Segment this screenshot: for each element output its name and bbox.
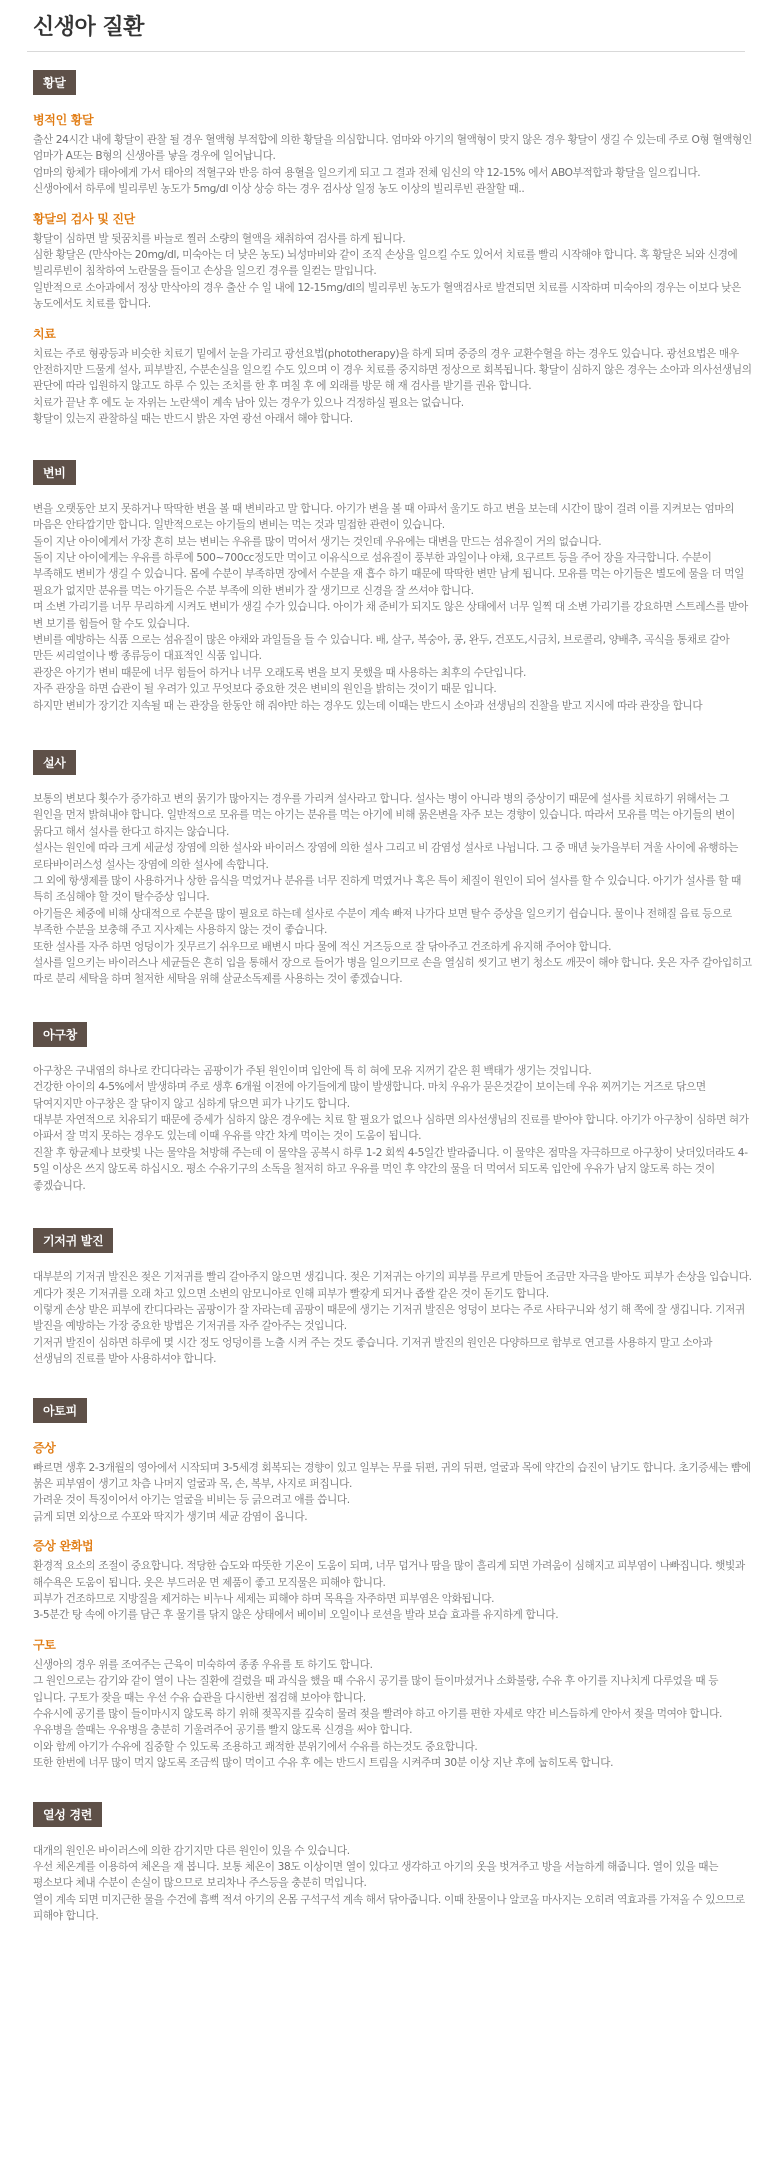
paragraph: 돌이 지난 아이에게서 가장 흔히 보는 변비는 우유를 많이 먹어서 생기는 것인데 우유에는 대변을 만드는 섬유질이 거의 없습니다. — [33, 535, 602, 548]
page-title: 신생아 질환 — [33, 15, 144, 40]
paragraph: 게다가 젖은 기저귀를 오래 차고 있으면 소변의 암모니아로 인해 피부가 빨갛게 되거나 좁쌀 같은 것이 돋기도 합니다. — [33, 1287, 549, 1300]
section-diaper-rash — [33, 1228, 752, 1367]
jaundice-diagnosis-block — [33, 210, 752, 313]
section-header-thrush: 아구창 — [33, 1022, 87, 1047]
title-divider — [27, 51, 745, 52]
jaundice-pathologic-block — [33, 111, 752, 198]
paragraph: 변비를 예방하는 식품 으로는 섬유질이 많은 야채와 과일들을 들 수 있습니다. 배, 살구, 복숭아, 콩, 완두, 건포도,시금치, 브로콜리, 양배추, 곡식을 통채로 갈아 만든 씨리얼이나 빵 종류등이 대표적인 식품 입니다. — [33, 633, 730, 663]
paragraph: 기저귀 발진이 심하면 하루에 몇 시간 정도 엉덩이를 노출 시켜 주는 것도 좋습니다. 기저귀 발진의 원인은 다양하므로 함부로 연고를 사용하지 말고 소아과 선생님의 진료를 받아 사용하셔야 합니다. — [33, 1336, 713, 1366]
section-jaundice — [33, 70, 752, 428]
paragraph: 설사는 원인에 따라 크게 세균성 장염에 의한 설사와 바이러스 장염에 의한 설사 그리고 비 감염성 설사로 나뉩니다. 그 중 매년 늦가을부터 겨울 사이에 유행하는 로타바이러스성 설사는 장염에 의한 설사에 속합니다. — [33, 842, 738, 871]
paragraph: 아구창은 구내염의 하나로 칸디다라는 곰팡이가 주된 원인이며 입안에 특 히 혀에 모유 지꺼기 같은 흰 백태가 생기는 것입니다. — [33, 1064, 592, 1077]
atopy-vomiting-block — [33, 1636, 752, 1772]
subtitle-symptoms: 증상 — [33, 1440, 56, 1455]
section-header-diaper-rash: 기저귀 발진 — [33, 1228, 113, 1253]
jaundice-treatment-block — [33, 325, 752, 428]
paragraph: 가려운 것이 특징이어서 아기는 얼굴을 비비는 등 긁으려고 애를 씁니다. — [33, 1494, 350, 1507]
atopy-symptoms-block — [33, 1439, 752, 1526]
paragraph: 하지만 변비가 장기간 지속될 때 는 관장을 한동안 해 줘야만 하는 경우도 있는데 이때는 반드시 소아과 선생님의 진찰을 받고 지시에 따라 관장을 합니다 — [33, 699, 703, 712]
paragraph: 진찰 후 항균제나 보랏빛 나는 물약을 처방해 주는데 이 물약을 공복시 하루 1-2 회씩 4-5일간 발라줍니다. 이 물약은 점막을 자극하므로 아구창이 낫더있더라도 4-5일 이상은 쓰지 않도록 하십시오. 평소 수유기구의 소독을 철저히 하고 우유를 먹인 후 약간의 물을 더 먹여서 되도록 입안에 우유가 남지 않도록 하는 것이 좋겠습니다. — [33, 1146, 748, 1192]
paragraph: 치료가 끝난 후 에도 눈 자위는 노란색이 계속 남아 있는 경우가 있으나 걱정하실 필요는 없습니다. — [33, 396, 464, 409]
section-constipation — [33, 460, 752, 714]
paragraph: 돌이 지난 아이에게는 우유를 하루에 500~700cc정도만 먹이고 이유식으로 섬유질이 풍부한 과일이나 야채, 요구르트 등을 주어 장을 자극합니다. 수분이 부족해도 변비가 생길 수 있습니다. 몸에 수분이 부족하면 장에서 수분을 재 흡수 하기 때문에 딱딱한 변만 남게 됩니다. 모유를 먹는 아기들은 별도에 물을 더 먹일 필요가 없지만 분유를 먹는 아기들은 수분 부족에 의한 변비가 잘 생기므로 신경을 잘 쓰셔야 합니다. — [33, 551, 744, 597]
section-diarrhea — [33, 750, 752, 988]
paragraph: 대부분의 기저귀 발진은 젖은 기저귀를 빨리 갈아주지 않으면 생깁니다. 젖은 기저귀는 아기의 피부를 무르게 만들어 조금만 자극을 받아도 피부가 손상을 입습니다. — [33, 1271, 752, 1284]
subtitle-vomiting: 구토 — [33, 1637, 56, 1652]
paragraph: 며 소변 가리기를 너무 무리하게 시켜도 변비가 생길 수가 있습니다. 아이가 채 준비가 되지도 않은 상태에서 너무 일찍 대 소변 가리기를 강요하면 스트레스를 받아 변 보기를 힘들어 할 수도 있습니다. — [33, 601, 748, 630]
section-header-atopy: 아토피 — [33, 1398, 87, 1423]
paragraph: 대개의 원인은 바이러스에 의한 감기지만 다른 원인이 있을 수 있습니다. — [33, 1844, 350, 1857]
paragraph: 심한 황달은 (만삭아는 20mg/dl, 미숙아는 더 낮은 농도) 뇌성마비와 같이 조직 손상을 일으킬 수도 있어서 치료를 빨리 시작해야 합니다. 혹 황달은 뇌와 신경에 빌리루빈이 침착하여 노란물을 들이고 손상을 일으킨 경우를 일컫는 말입니다. — [33, 249, 738, 278]
paragraph: 대부분 자연적으로 치유되기 때문에 증세가 심하지 않은 경우에는 치료 할 필요가 없으나 심하면 의사선생님의 진료를 받아야 합니다. 아기가 아구창이 심하면 혀가 아파서 잘 먹지 못하는 경우도 있는데 이때 우유를 약간 차게 먹이는 것이 도움이 됩니다. — [33, 1114, 749, 1143]
subtitle-jaundice-treatment: 치료 — [33, 326, 56, 341]
paragraph: 우선 체온계를 이용하여 체온을 재 봅니다. 보통 체온이 38도 이상이면 열이 있다고 생각하고 아기의 옷을 벗겨주고 방을 서늘하게 해줍니다. 열이 있을 때는 평소보다 체내 수분이 손실이 많으므로 보리차나 주스등을 충분히 먹입니다. — [33, 1861, 719, 1890]
paragraph: 일반적으로 소아과에서 정상 만삭아의 경우 출산 수 일 내에 12-15mg/dl의 빌리루빈 농도가 혈액검사로 발견되면 치료를 시작하며 미숙아의 경우는 이보다 낮은 농도에서도 치료를 합니다. — [33, 281, 741, 311]
paragraph: 건강한 아이의 4-5%에서 발생하며 주로 생후 6개월 이전에 아기들에게 많이 발생합니다. 마치 우유가 묻은것같이 보이는데 우유 찌꺼기는 거즈로 닦으면 닦여지지만 아구창은 잘 닦이지 않고 심하게 닦으면 피가 나기도 합니다. — [33, 1081, 706, 1110]
paragraph: 빠르면 생후 2-3개월의 영아에서 시작되며 3-5세경 회복되는 경향이 있고 일부는 무릎 뒤편, 귀의 뒤편, 얼굴과 목에 약간의 습진이 남기도 합니다. 초기증세는 뺨에 붉은 피부염이 생기고 차츰 나머지 얼굴과 목, 손, 복부, 사지로 퍼집니다. — [33, 1461, 751, 1490]
paragraph: 관장은 아기가 변비 때문에 너무 힘들어 하거나 너무 오래도록 변을 보지 못했을 때 사용하는 최후의 수단입니다. — [33, 666, 527, 679]
section-header-constipation: 변비 — [33, 460, 76, 485]
section-header-diarrhea: 설사 — [33, 750, 76, 775]
paragraph: 황달이 심하면 발 뒷꿈치를 바늘로 찔러 소량의 혈액을 채취하여 검사를 하게 됩니다. — [33, 232, 406, 245]
paragraph: 피부가 건조하므로 지방질을 제거하는 비누나 세제는 피해야 하며 목욕을 자주하면 피부염은 악화됩니다. — [33, 1592, 495, 1605]
paragraph: 보통의 변보다 횟수가 증가하고 변의 묽기가 많아지는 경우를 가리켜 설사라고 합니다. 설사는 병이 아니라 병의 증상이기 때문에 설사를 치료하기 위해서는 그 원인을 먼저 밝혀내야 합니다. 일반적으로 모유를 먹는 아기는 분유를 먹는 아기에 비해 묽은변을 자주 보는 경향이 있습니다. 따라서 모유를 먹는 아기들의 변이 묽다고 해서 설사를 한다고 하지는 않습니다. — [33, 792, 735, 838]
paragraph: 환경적 요소의 조절이 중요합니다. 적당한 습도와 따뜻한 기온이 도움이 되며, 너무 덥거나 땀을 많이 흘리게 되면 가려움이 심해지고 피부염이 나빠집니다. 햇빛과 해수욕은 도움이 됩니다. 옷은 부드러운 면 제품이 좋고 모직물은 피해야 합니다. — [33, 1560, 745, 1589]
paragraph: 그 외에 항생제를 많이 사용하거나 상한 음식을 먹었거나 분유를 너무 진하게 먹였거나 혹은 특이 체질이 원인이 되어 설사를 할 수 있습니다. 아기가 설사를 할 때 특히 조심해야 할 것이 탈수증상 입니다. — [33, 875, 741, 904]
paragraph: 3-5분간 탕 속에 아기를 담근 후 물기를 닦지 않은 상태에서 베이비 오일이나 로션을 발라 보습 효과를 유지하게 합니다. — [33, 1609, 559, 1622]
atopy-relief-block — [33, 1537, 752, 1624]
paragraph: 열이 계속 되면 미지근한 물을 수건에 흠뻑 적셔 아기의 온몸 구석구석 계속 해서 닦아줍니다. 이때 찬물이나 알코올 마사지는 오히려 역효과를 가져올 수 있으므로 피해야 합니다. — [33, 1893, 745, 1923]
paragraph: 출산 24시간 내에 황달이 관찰 될 경우 혈액형 부적합에 의한 황달을 의심합니다. 엄마와 아기의 혈액형이 맞지 않은 경우 황달이 생길 수 있는데 주로 O형 혈액형인 엄마가 A또는 B형의 신생아를 낳을 경우에 일어납니다. — [33, 134, 752, 163]
paragraph: 이와 함께 아기가 수유에 집중할 수 있도록 조용하고 쾌적한 분위기에서 수유를 하는것도 중요합니다. — [33, 1740, 478, 1753]
subtitle-pathologic-jaundice: 병적인 황달 — [33, 113, 94, 127]
section-febrile-seizure — [33, 1802, 752, 1925]
paragraph: 그 원인으로는 감기와 같이 열이 나는 질환에 걸렸을 때 과식을 했을 때 수유시 공기를 많이 들이마셨거나 소화불량, 수유 후 아기를 지나치게 다루었을 때 등 입니다. 구토가 잦을 때는 우선 수유 습관을 다시한번 점검해 보아야 합니다. — [33, 1675, 719, 1704]
section-header-febrile-seizure: 열성 경련 — [33, 1802, 102, 1827]
paragraph: 황달이 있는지 관찰하실 때는 반드시 밝은 자연 광선 아래서 해야 합니다. — [33, 413, 353, 426]
paragraph: 또한 설사를 자주 하면 엉덩이가 짓무르기 쉬우므로 배변시 마다 물에 적신 거즈등으로 잘 닦아주고 건조하게 유지해 주어야 합니다. — [33, 940, 612, 953]
section-thrush — [33, 1022, 752, 1194]
paragraph: 치료는 주로 형광등과 비슷한 치료기 밑에서 눈을 가리고 광선요법(phototherapy)을 하게 되며 중증의 경우 교환수혈을 하는 경우도 있습니다. 광선요법은 매우 안전하지만 드물게 설사, 피부발진, 수분손실을 일으킬 수도 있으며 이 경우 치료를 중지하면 정상으로 회복됩니다. 황달이 심하지 않은 경우는 소아과 의사선생님의 판단에 따라 입원하지 않고도 하루 수 있는 조치를 한 후 며칠 후 에 외래를 방문 해 재 검사를 받기를 권유 합니다. — [33, 347, 752, 393]
section-atopy — [33, 1398, 752, 1772]
paragraph: 수유시에 공기를 많이 들이마시지 않도록 하기 위해 젖꼭지를 깊숙히 물려 젖을 빨려야 하고 아기를 편한 자세로 약간 비스듬하게 안아서 젖을 먹여야 합니다. 우유병을 쓸때는 우유병을 충분히 기울려주어 공기를 빨지 않도록 신경을 써야 합니다. — [33, 1708, 723, 1737]
subtitle-jaundice-diagnosis: 황달의 검사 및 진단 — [33, 211, 135, 226]
paragraph: 또한 한번에 너무 많이 먹지 않도록 조금씩 많이 먹이고 수유 후 에는 반드시 트림을 시켜주며 30분 이상 지난 후에 눕히도록 합니다. — [33, 1757, 614, 1770]
paragraph: 변을 오랫동안 보지 못하거나 딱딱한 변을 볼 때 변비라고 말 합니다. 아기가 변을 볼 때 아파서 울기도 하고 변을 보는데 시간이 많이 걸려 이를 지켜보는 엄마의 마음은 안타깝기만 합니다. 일반적으로는 아기들의 변비는 먹는 것과 밀접한 관련이 있습니다. — [33, 502, 735, 532]
paragraph: 설사를 일으키는 바이러스나 세균들은 흔히 입을 통해서 장으로 들어가 병을 일으키므로 손을 열심히 씻기고 변기 청소도 깨끗이 해야 합니다. 옷은 자주 갈아입히고 따로 분리 세탁을 하며 철저한 세탁을 위해 살균소독제를 사용하는 것이 좋겠습니다. — [33, 957, 752, 986]
paragraph: 아기들은 체중에 비해 상대적으로 수분을 많이 필요로 하는데 설사로 수분이 계속 빠져 나가다 보면 탈수 증상을 일으키기 쉽습니다. 물이나 전해질 음료 등으로 부족한 수분을 보충해 주고 지사제는 사용하지 않는 것이 좋습니다. — [33, 907, 732, 937]
section-header-jaundice: 황달 — [33, 70, 76, 95]
paragraph: 신생아의 경우 위를 조여주는 근육이 미숙하여 종종 우유를 토 하기도 합니다. — [33, 1658, 373, 1671]
paragraph: 긁게 되면 외상으로 수포와 딱지가 생기며 세균 감염이 옵니다. — [33, 1510, 308, 1523]
paragraph: 이렇게 손상 받은 피부에 칸디다라는 곰팡이가 잘 자라는데 곰팡이 때문에 생기는 기저귀 발진은 엉덩이 보다는 주로 사타구니와 성기 해 쪽에 잘 생깁니다. 기저귀 발진을 예방하는 가장 중요한 방법은 기저귀를 자주 갈아주는 것입니다. — [33, 1303, 745, 1333]
paragraph: 자주 관장을 하면 습관이 될 우려가 있고 무엇보다 중요한 것은 변비의 원인을 밝히는 것이기 때문 입니다. — [33, 683, 497, 696]
paragraph: 신생아에서 하루에 빌리루빈 농도가 5mg/dl 이상 상승 하는 경우 검사상 일정 농도 이상의 빌리루빈 관찰할 때.. — [33, 183, 525, 196]
paragraph: 엄마의 항체가 태아에게 가서 태아의 적혈구와 반응 하여 용혈을 일으키게 되고 그 결과 전체 임신의 약 12-15% 에서 ABO부적합과 황달을 일으킵니다. — [33, 166, 701, 179]
subtitle-relief: 증상 완화법 — [33, 1539, 94, 1554]
